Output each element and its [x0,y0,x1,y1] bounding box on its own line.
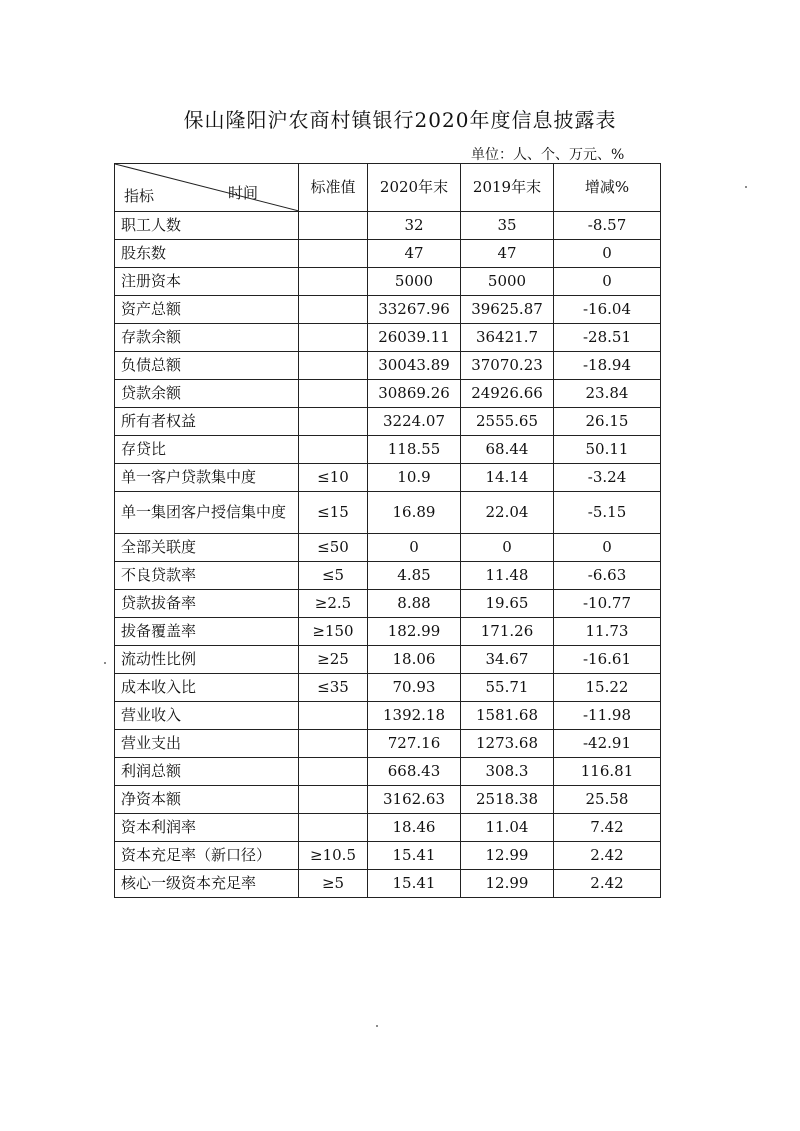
row-value-2019: 68.44 [461,436,554,464]
table-row [115,646,661,674]
row-standard [299,758,368,786]
row-value-2020: 182.99 [368,618,461,646]
row-value-2020: 32 [368,212,461,240]
row-value-2019: 12.99 [461,842,554,870]
row-change: -28.51 [554,324,661,352]
row-value-2019: 39625.87 [461,296,554,324]
table-row [115,436,661,464]
scan-speck [745,186,747,188]
row-indicator: 存款余额 [115,324,299,352]
row-change: -5.15 [554,492,661,534]
header-diagonal-cell [115,164,299,212]
row-value-2020: 1392.18 [368,702,461,730]
row-indicator: 贷款余额 [115,380,299,408]
row-standard [299,436,368,464]
row-value-2019: 34.67 [461,646,554,674]
row-value-2020: 30043.89 [368,352,461,380]
row-indicator: 不良贷款率 [115,562,299,590]
row-value-2019: 47 [461,240,554,268]
row-value-2020: 16.89 [368,492,461,534]
row-value-2020: 30869.26 [368,380,461,408]
table-row [115,842,661,870]
table-row [115,758,661,786]
row-change: -6.63 [554,562,661,590]
row-change: 23.84 [554,380,661,408]
row-value-2019: 36421.7 [461,324,554,352]
table-row [115,324,661,352]
row-indicator: 利润总额 [115,758,299,786]
row-value-2020: 3162.63 [368,786,461,814]
row-change: -42.91 [554,730,661,758]
row-value-2020: 18.46 [368,814,461,842]
row-change: -11.98 [554,702,661,730]
row-value-2020: 33267.96 [368,296,461,324]
row-change: 15.22 [554,674,661,702]
row-standard: ≤15 [299,492,368,534]
row-indicator: 拔备覆盖率 [115,618,299,646]
row-indicator: 所有者权益 [115,408,299,436]
table-row [115,786,661,814]
row-indicator: 单一客户贷款集中度 [115,464,299,492]
row-value-2020: 47 [368,240,461,268]
row-standard: ≥10.5 [299,842,368,870]
row-value-2019: 171.26 [461,618,554,646]
row-indicator: 营业收入 [115,702,299,730]
row-standard [299,730,368,758]
table-row [115,240,661,268]
table-row [115,268,661,296]
header-change: 增减% [554,164,661,212]
row-indicator: 股东数 [115,240,299,268]
row-standard: ≤5 [299,562,368,590]
table-row [115,352,661,380]
table-row [115,618,661,646]
row-indicator: 负债总额 [115,352,299,380]
header-standard: 标准值 [299,164,368,212]
table-row [115,380,661,408]
row-value-2019: 22.04 [461,492,554,534]
row-standard [299,408,368,436]
row-standard [299,380,368,408]
row-standard: ≤10 [299,464,368,492]
header-indicator: 指标 [124,187,155,205]
row-standard [299,296,368,324]
row-value-2019: 12.99 [461,870,554,898]
header-2019: 2019年末 [461,164,554,212]
row-indicator: 流动性比例 [115,646,299,674]
row-value-2020: 0 [368,534,461,562]
row-standard: ≤35 [299,674,368,702]
row-standard [299,240,368,268]
table-header-row [115,164,661,212]
row-value-2020: 15.41 [368,870,461,898]
row-indicator: 净资本额 [115,786,299,814]
table-row [115,492,661,534]
row-value-2019: 11.48 [461,562,554,590]
row-value-2019: 35 [461,212,554,240]
table-row [115,562,661,590]
row-standard [299,814,368,842]
row-value-2020: 10.9 [368,464,461,492]
row-indicator: 资产总额 [115,296,299,324]
row-standard [299,268,368,296]
row-change: 26.15 [554,408,661,436]
table-row [115,464,661,492]
row-change: 0 [554,268,661,296]
row-value-2020: 668.43 [368,758,461,786]
row-change: -8.57 [554,212,661,240]
table-row [115,212,661,240]
row-indicator: 核心一级资本充足率 [115,870,299,898]
row-change: 50.11 [554,436,661,464]
row-value-2019: 308.3 [461,758,554,786]
row-value-2020: 15.41 [368,842,461,870]
document-title: 保山隆阳沪农商村镇银行2020年度信息披露表 [183,108,617,132]
table-row [115,814,661,842]
row-indicator: 职工人数 [115,212,299,240]
row-indicator: 全部关联度 [115,534,299,562]
row-change: 25.58 [554,786,661,814]
row-value-2020: 727.16 [368,730,461,758]
row-change: 116.81 [554,758,661,786]
row-value-2019: 2518.38 [461,786,554,814]
row-standard: ≥5 [299,870,368,898]
row-change: -16.04 [554,296,661,324]
table-row [115,730,661,758]
row-change: 7.42 [554,814,661,842]
table-row [115,408,661,436]
row-value-2020: 4.85 [368,562,461,590]
row-value-2019: 24926.66 [461,380,554,408]
row-standard [299,212,368,240]
row-change: 0 [554,240,661,268]
row-value-2020: 118.55 [368,436,461,464]
row-standard [299,702,368,730]
row-change: 11.73 [554,618,661,646]
scan-speck [104,662,106,664]
row-value-2019: 19.65 [461,590,554,618]
unit-note: 单位：人、个、万元、% [471,147,625,163]
row-standard: ≤50 [299,534,368,562]
row-value-2019: 2555.65 [461,408,554,436]
disclosure-table [114,163,661,898]
table-row [115,674,661,702]
row-value-2020: 26039.11 [368,324,461,352]
table-body [115,212,661,898]
row-indicator: 成本收入比 [115,674,299,702]
row-value-2020: 3224.07 [368,408,461,436]
row-change: -16.61 [554,646,661,674]
row-indicator: 营业支出 [115,730,299,758]
row-value-2020: 5000 [368,268,461,296]
table-row [115,870,661,898]
row-value-2019: 1581.68 [461,702,554,730]
row-change: 2.42 [554,870,661,898]
row-value-2019: 11.04 [461,814,554,842]
row-value-2019: 5000 [461,268,554,296]
header-2020: 2020年末 [368,164,461,212]
row-change: 0 [554,534,661,562]
row-change: -10.77 [554,590,661,618]
row-value-2019: 55.71 [461,674,554,702]
row-change: 2.42 [554,842,661,870]
row-standard [299,352,368,380]
row-value-2019: 37070.23 [461,352,554,380]
row-indicator: 单一集团客户授信集中度 [115,492,299,534]
row-standard: ≥25 [299,646,368,674]
row-standard: ≥2.5 [299,590,368,618]
row-indicator: 资本充足率（新口径） [115,842,299,870]
row-value-2019: 14.14 [461,464,554,492]
row-indicator: 贷款拔备率 [115,590,299,618]
row-value-2019: 1273.68 [461,730,554,758]
row-indicator: 注册资本 [115,268,299,296]
row-indicator: 资本利润率 [115,814,299,842]
table-row [115,590,661,618]
row-standard [299,324,368,352]
row-change: -3.24 [554,464,661,492]
table-row [115,296,661,324]
row-value-2020: 70.93 [368,674,461,702]
row-standard: ≥150 [299,618,368,646]
row-value-2019: 0 [461,534,554,562]
row-standard [299,786,368,814]
row-value-2020: 18.06 [368,646,461,674]
row-indicator: 存贷比 [115,436,299,464]
scan-speck [376,1025,378,1027]
header-time: 时间 [228,184,259,202]
row-value-2020: 8.88 [368,590,461,618]
row-change: -18.94 [554,352,661,380]
table-row [115,534,661,562]
table-row [115,702,661,730]
